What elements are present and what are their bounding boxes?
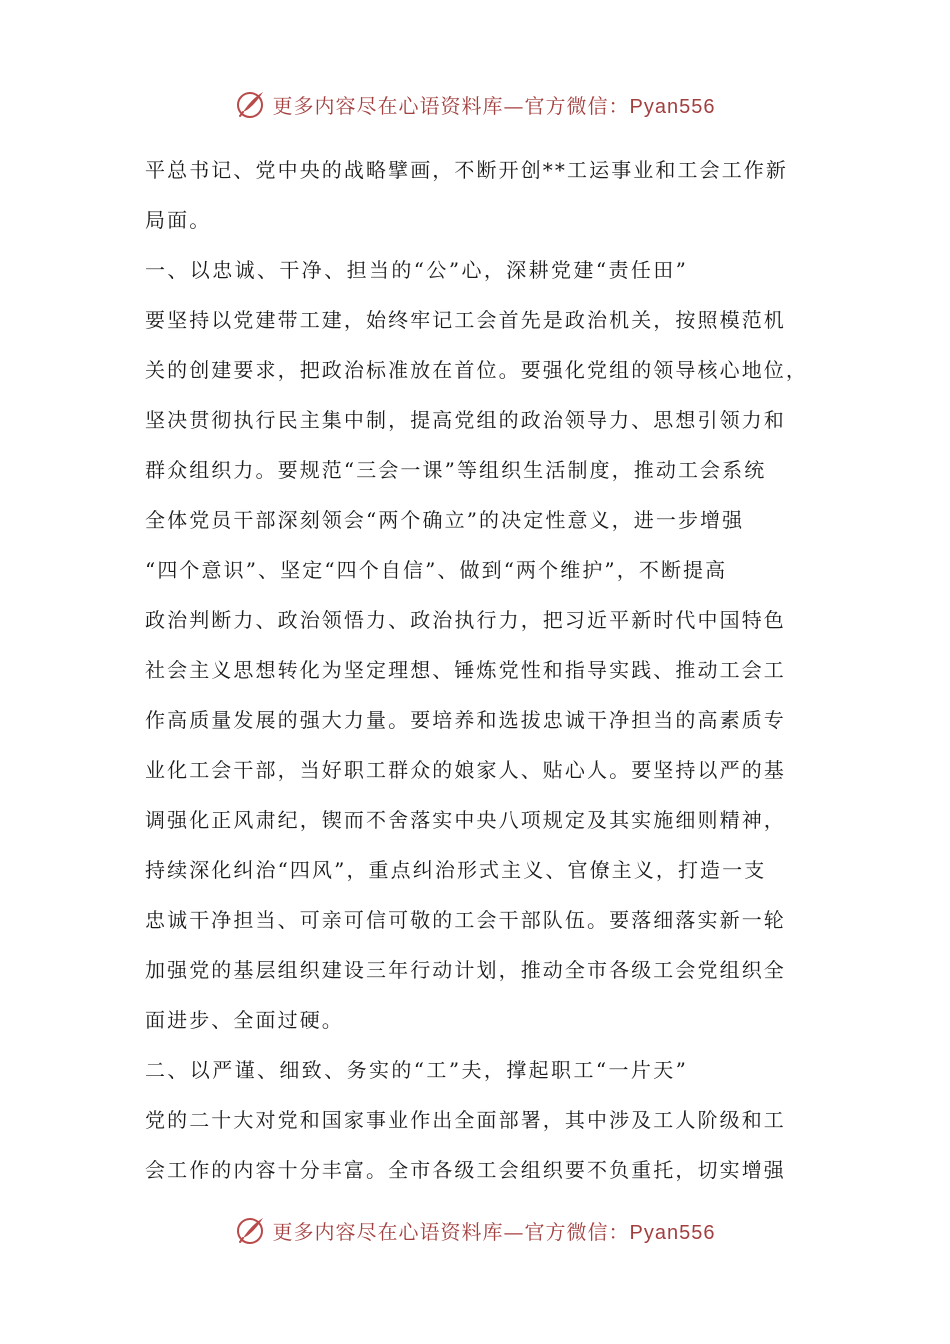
- text-line: 社会主义思想转化为坚定理想、锤炼党性和指导实践、推动工会工: [145, 658, 786, 682]
- text-line: 政治判断力、政治领悟力、政治执行力，把习近平新时代中国特色: [145, 608, 786, 632]
- text-line: 群众组织力。要规范“三会一课”等组织生活制度，推动工会系统: [145, 458, 767, 482]
- text-line: 忠诚干净担当、可亲可信可敬的工会干部队伍。要落细落实新一轮: [145, 908, 786, 932]
- quill-circle-logo-icon: [235, 1214, 267, 1246]
- text-line: 业化工会干部，当好职工群众的娘家人、贴心人。要坚持以严的基: [145, 758, 786, 782]
- text-line: 加强党的基层组织建设三年行动计划，推动全市各级工会党组织全: [145, 958, 786, 982]
- text-line: 党的二十大对党和国家事业作出全面部署，其中涉及工人阶级和工: [145, 1108, 786, 1132]
- text-line: 持续深化纠治“四风”，重点纠治形式主义、官僚主义，打造一支: [145, 858, 767, 882]
- text-line: 平总书记、党中央的战略擘画，不断开创**工运事业和工会工作新: [145, 158, 788, 182]
- text-line: “四个意识”、坚定“四个自信”、做到“两个维护”，不断提高: [145, 558, 728, 582]
- section-heading: 二、以严谨、细致、务实的“工”夫，撑起职工“一片天”: [145, 1058, 689, 1082]
- watermark-text: 更多内容尽在心语资料库—官方微信：Pyan556: [272, 93, 716, 118]
- text-line: 局面。: [145, 208, 212, 232]
- document-body: [145, 145, 815, 1195]
- watermark-banner-top: [0, 82, 950, 126]
- watermark-text: 更多内容尽在心语资料库—官方微信：Pyan556: [272, 1219, 716, 1244]
- text-line: 坚决贯彻执行民主集中制，提高党组的政治领导力、思想引领力和: [145, 408, 786, 432]
- text-line: 作高质量发展的强大力量。要培养和选拔忠诚干净担当的高素质专: [145, 708, 786, 732]
- text-line: 会工作的内容十分丰富。全市各级工会组织要不负重托，切实增强: [145, 1158, 786, 1182]
- watermark-banner-bottom: [0, 1208, 950, 1252]
- text-line: 调强化正风肃纪，锲而不舍落实中央八项规定及其实施细则精神，: [145, 808, 786, 832]
- text-line: 面进步、全面过硬。: [145, 1008, 344, 1032]
- quill-circle-logo-icon: [235, 88, 267, 120]
- text-line: 关的创建要求，把政治标准放在首位。要强化党组的领导核心地位，: [145, 358, 808, 382]
- text-line: 要坚持以党建带工建，始终牢记工会首先是政治机关，按照模范机: [145, 308, 786, 332]
- text-line: 全体党员干部深刻领会“两个确立”的决定性意义，进一步增强: [145, 508, 745, 532]
- section-heading: 一、以忠诚、干净、担当的“公”心，深耕党建“责任田”: [145, 258, 689, 282]
